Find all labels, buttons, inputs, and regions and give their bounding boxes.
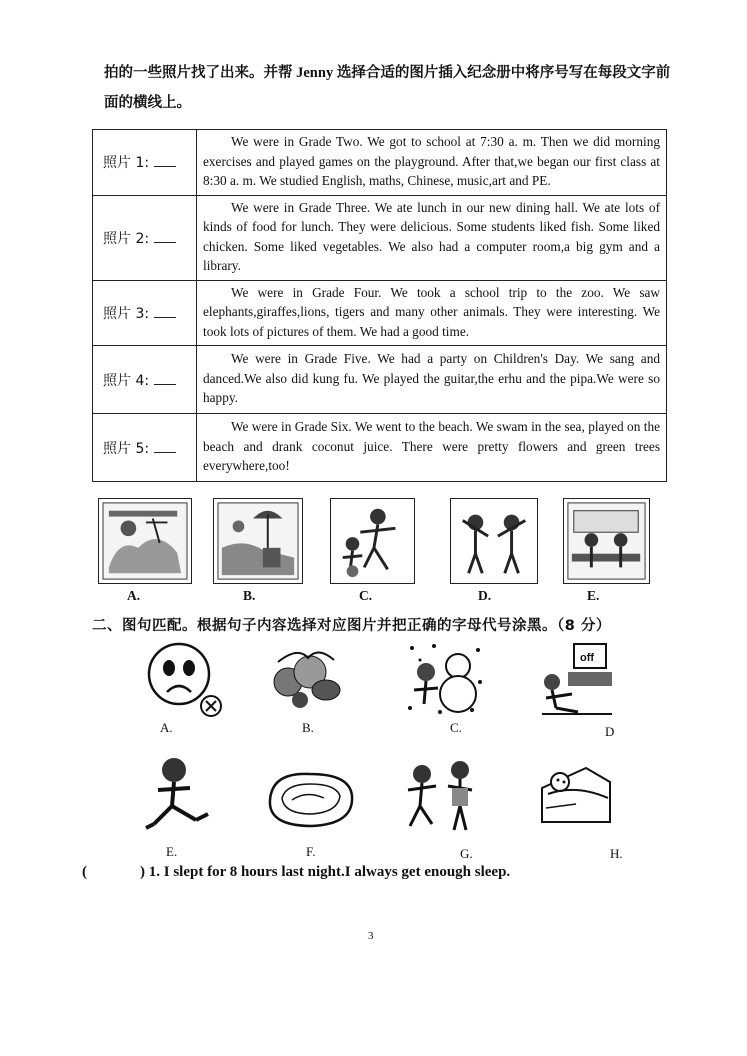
answer-blank[interactable] [154,230,176,243]
photo-paragraph: We were in Grade Five. We had a party on Children's Day. We sang and danced.We also did kung fu. We played the guitar,the erhu and the pipa.We were so happy. [197,346,667,414]
choice-letter: B. [243,588,256,603]
party-photo [330,498,415,584]
answer-blank[interactable] [154,372,176,385]
vegetables-image [268,642,346,714]
running-boy-image [138,754,216,838]
image-caption: B. [302,720,314,735]
choice-letter: D. [478,588,492,603]
image-caption: F. [306,844,316,859]
answer-blank[interactable] [154,154,176,167]
kids-talking-image [400,756,482,836]
photo-label: 照片 2: [103,230,150,247]
off-label: off [580,652,595,664]
sleeping-child-image [536,758,614,828]
image-caption: H. [610,846,623,861]
beach-photo [213,498,303,584]
table-row [93,346,667,414]
image-caption: E. [166,844,178,859]
intro-line-2: 面的横线上。 [104,95,191,111]
image-caption: G. [460,846,473,861]
answer-paren[interactable]: ( [82,864,87,880]
steak-image [262,764,358,834]
intro-line-1: 拍的一些照片找了出来。并帮 Jenny 选择合适的图片插入纪念册中将序号写在每段文字前 [104,65,671,81]
dining-photo [563,498,650,584]
zoo-photo [98,498,192,584]
choice-letter: E. [587,588,600,603]
sad-face-image [145,640,225,722]
section-title: 二、图句匹配。根据句子内容选择对应图片并把正确的字母代号涂黑。（8 分） [92,618,611,634]
computer-off-image [538,642,616,716]
image-caption: A. [160,720,173,735]
choice-letter: C. [359,588,373,603]
photo-paragraph: We were in Grade Two. We got to school at 7:30 a. m. Then we did morning exercises and played games on the playground. After that,we began our first class at 8:30 a. m. We studied English, maths, Chinese, music,art and PE. [197,130,667,196]
choice-letter: A. [127,588,141,603]
photo-paragraph: We were in Grade Four. We took a school trip to the zoo. We saw elephants,giraffes,lions, tigers and many other animals. They were interesting. We took lots of pictures of them. We had a good time. [197,280,667,346]
photo-label: 照片 4: [103,372,150,389]
exercise-photo [450,498,538,584]
snowman-image [404,638,486,718]
photo-label: 照片 5: [103,440,150,457]
page-number: 3 [368,930,374,942]
photo-table [92,129,667,482]
image-caption: D [605,724,615,739]
table-row [93,195,667,280]
question-1 [82,864,510,881]
answer-blank[interactable] [154,305,176,318]
table-row [93,280,667,346]
table-row [93,130,667,196]
image-caption: C. [450,720,462,735]
answer-blank[interactable] [154,440,176,453]
question-text: ) 1. I slept for 8 hours last night.I always get enough sleep. [140,864,511,880]
table-row [93,414,667,482]
photo-label: 照片 3: [103,305,150,322]
intro-text [104,58,684,118]
photo-paragraph: We were in Grade Three. We ate lunch in our new dining hall. We ate lots of kinds of food for lunch. They were delicious. Some students liked fish. Some liked chicken. Some liked vegetables. We also had a computer room,a big gym and a library. [197,195,667,280]
photo-paragraph: We were in Grade Six. We went to the beach. We swam in the sea, played on the beach and drank coconut juice. There were pretty flowers and green trees everywhere,too! [197,414,667,482]
photo-label: 照片 1: [103,155,150,172]
